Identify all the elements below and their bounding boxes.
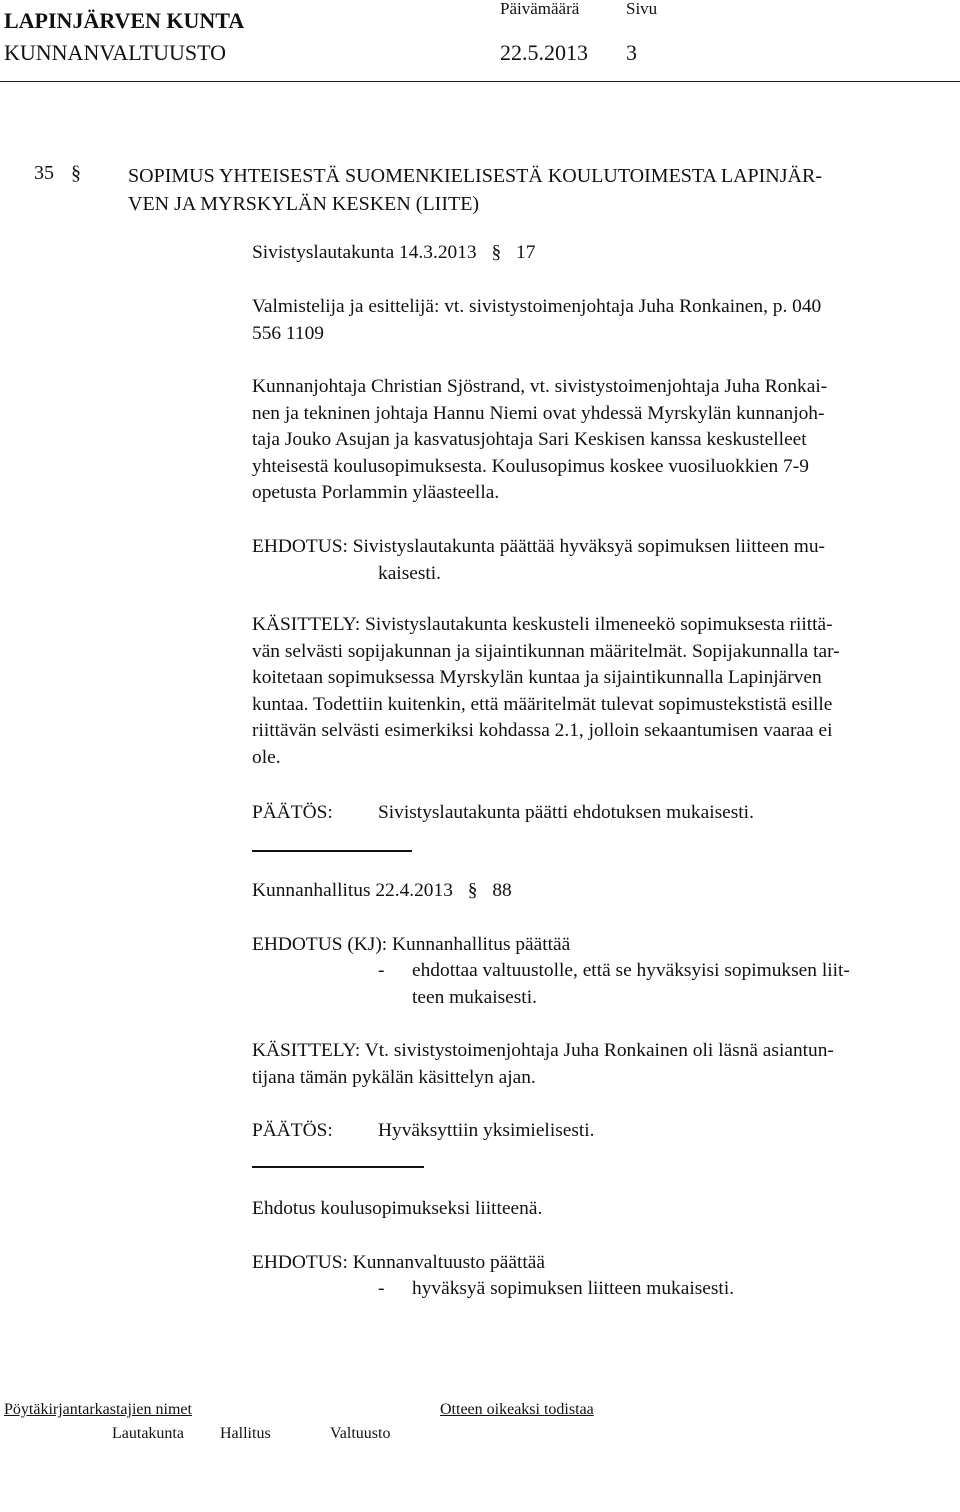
meeting1-decision-text: Sivistyslautakunta päätti ehdotuksen mukaisesti. (378, 802, 754, 823)
meeting1-handling (252, 612, 952, 771)
footer-reviewers-label: Pöytäkirjantarkastajien nimet (4, 1401, 192, 1418)
separator-rule-2 (252, 1166, 424, 1168)
meeting2-decision-label: PÄÄTÖS: (252, 1120, 333, 1141)
meeting1-proposal-line-1: EHDOTUS: Sivistyslautakunta päättää hyväksyä sopimuksen liitteen mu- (252, 536, 826, 557)
council-attachment-text: Ehdotus koulusopimukseksi liitteenä. (252, 1198, 543, 1219)
section-symbol: § (71, 162, 81, 184)
meeting1-para-line-4: yhteisestä koulusopimuksesta. Koulusopimus koskee vuosiluokkien 7-9 (252, 455, 809, 477)
meeting1-decision-label: PÄÄTÖS: (252, 802, 333, 823)
footer-extract-label: Otteen oikeaksi todistaa (440, 1401, 594, 1418)
organization-name: LAPINJÄRVEN KUNTA (4, 8, 245, 33)
date-label: Päivämäärä (500, 0, 580, 18)
section-title (128, 162, 948, 218)
meeting2-bullet-line-2: teen mukaisesti. (412, 987, 537, 1008)
page-label: Sivu (626, 0, 658, 18)
meeting2-handling-line-1: KÄSITTELY: Vt. sivistystoimenjohtaja Juha Ronkainen oli läsnä asiantun- (252, 1040, 834, 1061)
meeting2-handling-line-2: tijana tämän pykälän käsittelyn ajan. (252, 1066, 536, 1088)
meeting1-handling-line-5: riittävän selvästi esimerkiksi kohdassa 2.1, jolloin sekaantumisen vaaraa ei (252, 720, 833, 741)
meeting2-ref-name: Kunnanhallitus 22.4.2013 (252, 880, 453, 901)
council-bullet-text: hyväksyä sopimuksen liitteen mukaisesti. (412, 1278, 735, 1299)
section-number (34, 162, 81, 185)
date-value: 22.5.2013 (500, 40, 588, 65)
meeting1-handling-line-2: vän selvästi sopijakunnan ja sijaintikunnan määritelmät. Sopijakunnalla tar- (252, 640, 840, 662)
meeting1-reference (252, 240, 535, 267)
meeting1-para-line-5: opetusta Porlammin yläasteella. (252, 482, 500, 503)
meeting1-ref-name: Sivistyslautakunta 14.3.2013 (252, 242, 477, 263)
meeting1-handling-line-3: koitetaan sopimuksessa Myrskylän kuntaa ja sijaintikunnalla Lapinjärven (252, 667, 822, 688)
meeting1-handling-line-4: kuntaa. Todettiin kuitenkin, että määritelmät tulevat sopimustekstistä esille (252, 693, 833, 715)
section-title-line-1: SOPIMUS YHTEISESTÄ SUOMENKIELISESTÄ KOULUTOIMESTA LAPINJÄR- (128, 165, 822, 187)
meeting2-ref-number: 88 (492, 880, 512, 901)
meeting1-handling-line-6: ole. (252, 746, 281, 768)
meeting1-preparer (252, 294, 952, 347)
meeting2-reference (252, 878, 512, 905)
meeting1-handling-line-1: KÄSITTELY: Sivistyslautakunta keskusteli ilmeneekö sopimuksesta riittä- (252, 614, 833, 635)
footer-government-label: Hallitus (220, 1425, 271, 1442)
body-name: KUNNANVALTUUSTO (4, 40, 227, 65)
meeting2-bullet-line-1: ehdottaa valtuustolle, että se hyväksyisi sopimuksen liit- (412, 960, 850, 981)
council-proposal-label: EHDOTUS: Kunnanvaltuusto päättää (252, 1252, 545, 1273)
meeting1-paragraph (252, 374, 952, 507)
meeting1-para-line-2: nen ja tekninen johtaja Hannu Niemi ovat yhdessä Myrskylän kunnanjoh- (252, 402, 825, 424)
meeting1-preparer-line-1: Valmistelija ja esittelijä: vt. sivistystoimenjohtaja Juha Ronkainen, p. 040 (252, 296, 822, 317)
footer-board-label: Lautakunta (112, 1425, 184, 1442)
meeting1-para-line-1: Kunnanjohtaja Christian Sjöstrand, vt. sivistystoimenjohtaja Juha Ronkai- (252, 376, 828, 397)
meeting1-ref-number: 17 (516, 242, 536, 263)
section-number-value: 35 (34, 162, 54, 184)
meeting1-proposal (252, 534, 952, 587)
meeting2-handling (252, 1038, 952, 1091)
section-title-line-2: VEN JA MYRSKYLÄN KESKEN (LIITE) (128, 193, 480, 215)
meeting2-ref-symbol: § (467, 880, 478, 901)
meeting2-proposal-label: EHDOTUS (KJ): Kunnanhallitus päättää (252, 934, 571, 955)
separator-rule-1 (252, 850, 412, 852)
meeting1-preparer-line-2: 556 1109 (252, 322, 324, 344)
meeting1-para-line-3: taja Jouko Asujan ja kasvatusjohtaja Sari Keskisen kanssa keskustelleet (252, 429, 807, 450)
meeting1-ref-symbol: § (491, 242, 502, 263)
header-divider (0, 81, 960, 82)
page-number: 3 (626, 40, 637, 65)
council-bullet-dash: - (378, 1278, 385, 1299)
meeting2-decision-text: Hyväksyttiin yksimielisesti. (378, 1120, 595, 1141)
meeting1-proposal-line-2: kaisesti. (378, 562, 442, 584)
meeting2-bullet-dash: - (378, 960, 385, 981)
footer-council-label: Valtuusto (330, 1425, 391, 1442)
